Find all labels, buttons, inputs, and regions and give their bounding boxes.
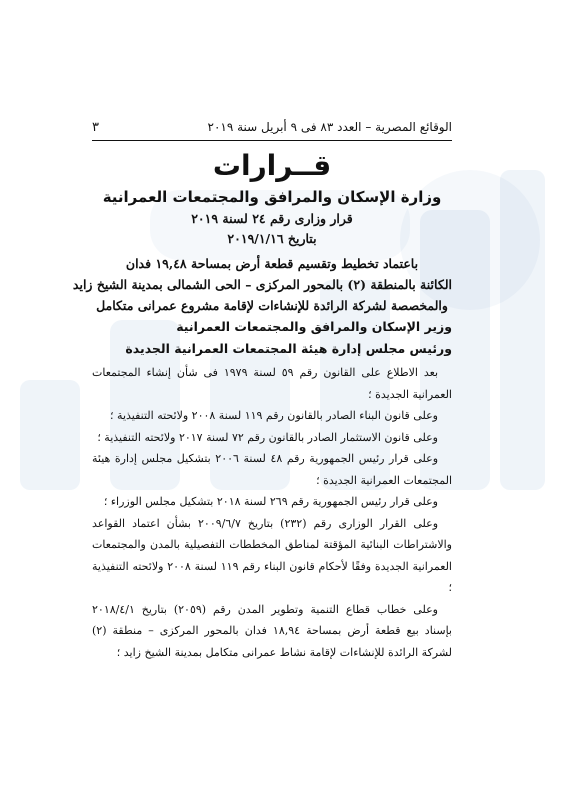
page-header [92, 120, 452, 141]
document-page [72, 120, 452, 663]
page-number: ٣ [92, 120, 99, 135]
running-title: الوقائع المصرية – العدد ٨٣ فى ٩ أبريل سنة ٢٠١٩ [207, 120, 452, 134]
preamble-paragraph: وعلى خطاب قطاع التنمية وتطوير المدن رقم (٢٠٥٩) بتاريخ ٢٠١٨/٤/١ بإسناد بيع قطعة أرض بمساحة ١٨,٩٤ فدان بالمحور المركزى – منطقة (٢) لشركة الرائدة للإنشاءات لإقامة نشاط عمرانى متكامل بمدينة الشيخ زايد ؛ [92, 602, 452, 659]
subject-line: والمخصصة لشركة الرائدة للإنشاءات لإقامة مشروع عمرانى متكامل [96, 298, 448, 313]
decree-subject [72, 253, 452, 316]
preamble-paragraph: وعلى قرار رئيس الجمهورية رقم ٢٦٩ لسنة ٢٠١٨ بتشكيل مجلس الوزراء ؛ [103, 495, 438, 508]
issuer-block [92, 316, 452, 360]
issuer-line: وزير الإسكان والمرافق والمجتمعات العمرانية [176, 319, 452, 334]
decree-number: قرار وزارى رقم ٢٤ لسنة ٢٠١٩ [191, 211, 353, 226]
subject-line: الكائنة بالمنطقة (٢) بالمحور المركزى – الحى الشمالى بمدينة الشيخ زايد [72, 277, 452, 292]
preamble-text [92, 362, 452, 663]
section-title: قــرارات [212, 149, 332, 182]
subject-line: باعتماد تخطيط وتقسيم قطعة أرض بمساحة ١٩,٤٨ فدان [125, 256, 419, 271]
preamble-paragraph: وعلى القرار الوزارى رقم (٢٣٢) بتاريخ ٢٠٠٩/٦/٧ بشأن اعتماد القواعد والاشتراطات البنائية المؤقتة لمناطق المخططات التفصيلية بالمدن والمجتمعات العمرانية الجديدة وفقًا لأحكام قانون البناء رقم ١١٩ لسنة ٢٠٠٨ ولائحته التنفيذية ؛ [92, 516, 452, 594]
preamble-paragraph: بعد الاطلاع على القانون رقم ٥٩ لسنة ١٩٧٩ فى شأن إنشاء المجتمعات العمرانية الجديدة ؛ [92, 366, 452, 401]
ministry-title: وزارة الإسكان والمرافق والمجتمعات العمرانية [102, 188, 442, 206]
preamble-paragraph: وعلى قانون البناء الصادر بالقانون رقم ١١٩ لسنة ٢٠٠٨ ولائحته التنفيذية ؛ [110, 409, 438, 422]
preamble-paragraph: وعلى قرار رئيس الجمهورية رقم ٤٨ لسنة ٢٠٠٦ بتشكيل مجلس إدارة هيئة المجتمعات العمرانية الجديدة ؛ [92, 452, 452, 487]
decree-date: بتاريخ ٢٠١٩/١/١٦ [227, 231, 317, 246]
preamble-paragraph: وعلى قانون الاستثمار الصادر بالقانون رقم ٧٢ لسنة ٢٠١٧ ولائحته التنفيذية ؛ [97, 430, 438, 444]
issuer-line: ورئيس مجلس إدارة هيئة المجتمعات العمرانية الجديدة [125, 341, 452, 356]
